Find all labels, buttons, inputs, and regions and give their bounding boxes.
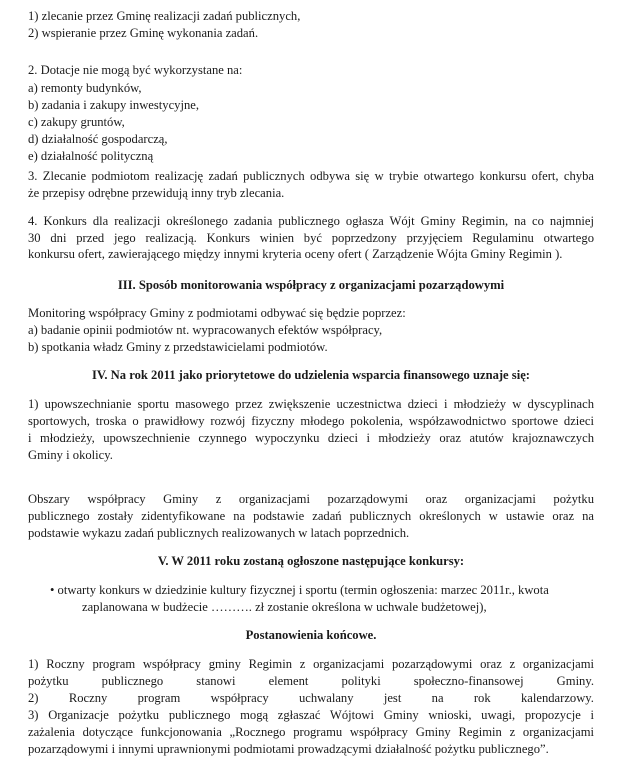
word: polityki bbox=[341, 674, 381, 688]
word: program bbox=[137, 691, 181, 705]
paragraph-line: że przepisy odrębne przewidują inny tryb zlecania. bbox=[28, 186, 285, 200]
list-item: b) zadania i zakupy inwestycyjne, bbox=[28, 98, 199, 112]
paragraph-line: konkursu ofert, zawierającego między innymi kryteria oceny ofert ( Zarządzenie Wójta Gminy Regimin ). bbox=[28, 247, 563, 261]
word: uchwalany bbox=[298, 691, 354, 705]
list-item: d) działalność gospodarczą, bbox=[28, 132, 168, 146]
word: kalendarzowy. bbox=[520, 691, 594, 705]
bullet-item: • otwarty konkurs w dziedzinie kultury fizycznej i sportu (termin ogłoszenia: marzec 2011r., kwota bbox=[50, 583, 549, 597]
section-heading: V. W 2011 roku zostaną ogłoszone następujące konkursy: bbox=[157, 554, 465, 568]
paragraph-line: 3. Zlecanie podmiotom realizację zadań publicznych odbywa się w trybie otwartego konkursu ofert, chyba bbox=[28, 169, 594, 183]
paragraph-line: i młodzieży, upowszechnienie czynnego wypoczynku dzieci i młodzieży oraz atutów krajoznawczych bbox=[28, 431, 594, 445]
word: współpracy bbox=[210, 691, 269, 705]
paragraph-line: 1) Roczny program współpracy gminy Regimin z organizacjami pozarządowymi oraz z organizacjami bbox=[28, 657, 594, 671]
word: Roczny bbox=[68, 691, 108, 705]
word: stanowi bbox=[196, 674, 236, 688]
list-item: b) spotkania władz Gminy z przedstawicielami podmiotów. bbox=[28, 340, 328, 354]
paragraph-line: 3) Organizacje pożytku publicznego mogą zgłaszać Wójtowi Gminy wnioski, uwagi, propozycje i bbox=[28, 708, 594, 722]
section-heading: IV. Na rok 2011 jako priorytetowe do udzielenia wsparcia finansowego uznaje się: bbox=[92, 368, 530, 382]
paragraph-line: Gminy i okolicy. bbox=[28, 448, 113, 462]
word: społeczno-finansowej bbox=[413, 674, 524, 688]
paragraph-line bbox=[28, 690, 594, 706]
list-item: c) zakupy gruntów, bbox=[28, 115, 125, 129]
word: publicznego bbox=[101, 674, 164, 688]
word: rok bbox=[473, 691, 491, 705]
word: Gminy. bbox=[556, 674, 594, 688]
paragraph-line: podstawie wykazu zadań publicznych realizowanych w latach poprzednich. bbox=[28, 526, 410, 540]
paragraph-line: publicznego zostały zidentyfikowane na podstawie zadań publicznych określonych w ustawie oraz na bbox=[28, 509, 594, 523]
paragraph-line: 30 dni przed jego realizacją. Konkurs winien być poprzedzony przyjęciem Regulaminu otwartego bbox=[28, 231, 594, 245]
word: element bbox=[268, 674, 309, 688]
grants-intro: 2. Dotacje nie mogą być wykorzystane na: bbox=[28, 63, 243, 77]
paragraph-line: zaplanowana w budżecie ………. zł zostanie określona w uchwale budżetowej), bbox=[82, 600, 487, 614]
paragraph-line: 4. Konkurs dla realizacji określonego zadania publicznego ogłasza Wójt Gminy Regimin, na co najmniej bbox=[28, 214, 594, 228]
word: na bbox=[431, 691, 444, 705]
word: pożytku bbox=[28, 674, 69, 688]
paragraph-line: Obszary współpracy Gminy z organizacjami pozarządowymi oraz organizacjami pożytku bbox=[28, 492, 594, 506]
list-item: 2) wspieranie przez Gminę wykonania zadań. bbox=[28, 26, 259, 40]
section-heading: Postanowienia końcowe. bbox=[245, 628, 377, 642]
list-item: a) badanie opinii podmiotów nt. wypracowanych efektów współpracy, bbox=[28, 323, 383, 337]
paragraph-line: Monitoring współpracy Gminy z podmiotami odbywać się będzie poprzez: bbox=[28, 306, 406, 320]
paragraph-line: pozarządowymi i innymi uprawnionymi podmiotami prowadzącymi działalność pożytku publicznego”. bbox=[28, 742, 549, 756]
list-item: a) remonty budynków, bbox=[28, 81, 142, 95]
list-item: 1) zlecanie przez Gminę realizacji zadań publicznych, bbox=[28, 9, 301, 23]
paragraph-line: 1) upowszechnianie sportu masowego przez zwiększenie uczestnictwa dzieci i młodzieży w dyscyplinach bbox=[28, 397, 594, 411]
section-heading: III. Sposób monitorowania współpracy z organizacjami pozarządowymi bbox=[117, 278, 505, 292]
paragraph-line: sportowych, troska o prawidłowy rozwój fizyczny młodego pokolenia, współzawodnictwo sportowe dzieci bbox=[28, 414, 594, 428]
paragraph-line: zażalenia dotyczące funkcjonowania „Rocznego programu współpracy Gminy Regimin z organizacjami bbox=[28, 725, 594, 739]
word: jest bbox=[383, 691, 402, 705]
list-item: e) działalność polityczną bbox=[28, 149, 154, 163]
paragraph-line bbox=[28, 673, 594, 689]
word: 2) bbox=[28, 691, 39, 705]
